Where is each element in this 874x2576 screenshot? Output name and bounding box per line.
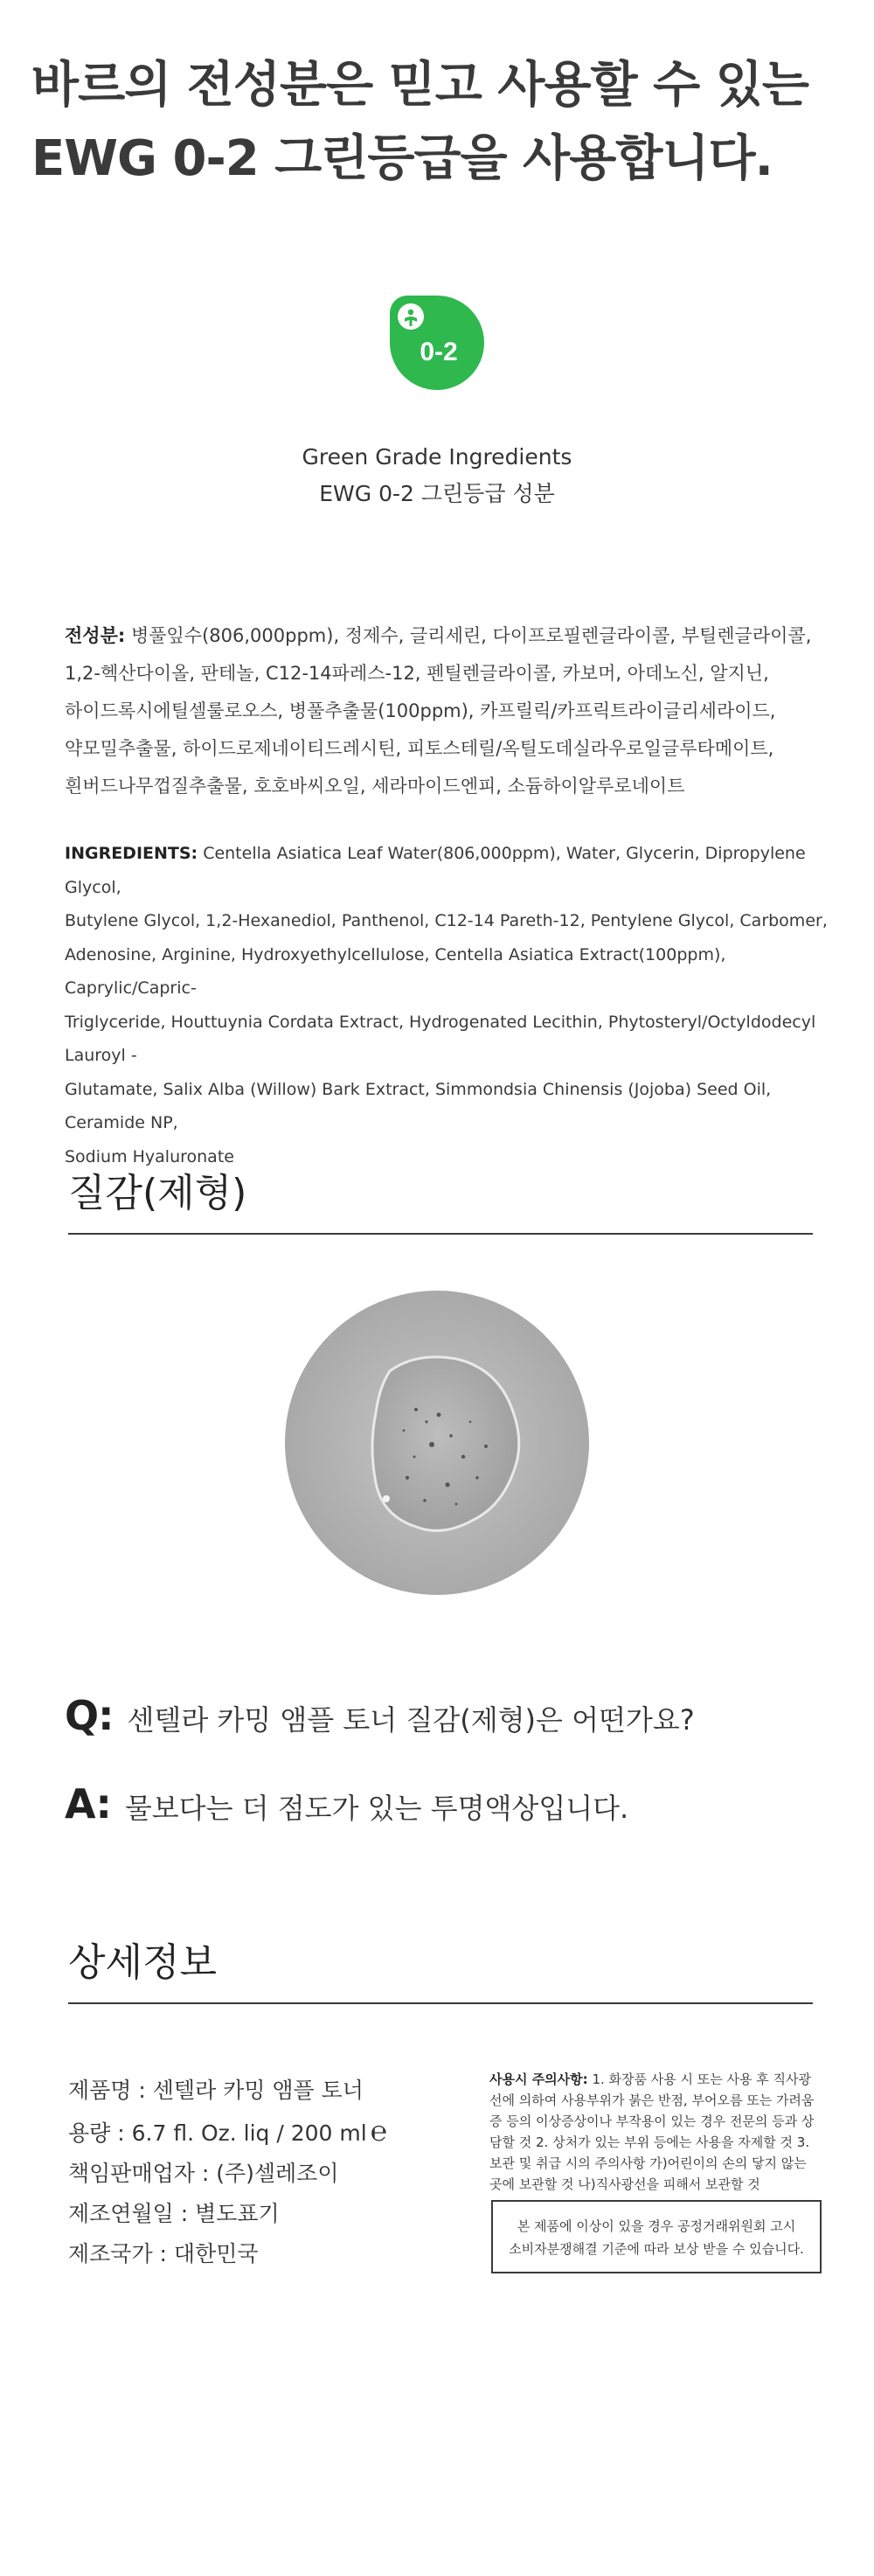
texture-question: [65, 1692, 695, 1739]
texture-sample-image: [285, 1291, 589, 1595]
compensation-notice-box: [491, 2200, 822, 2273]
question-text: 센텔라 카밍 앰플 토너 질감(제형)은 어떤가요?: [127, 1703, 695, 1737]
texture-answer: [65, 1780, 628, 1828]
details-section-divider: [68, 2002, 813, 2004]
badge-caption-ko: EWG 0-2 그린등급 성분: [319, 481, 555, 506]
ingredients-ko-line: 1,2-헥산다이올, 판테놀, C12-14파레스-12, 펜틸렌글라이콜, 카보머, 아데노신, 알지닌,: [65, 663, 769, 684]
ingredients-en-label: INGREDIENTS:: [65, 844, 198, 863]
estimated-sign-icon: ℮: [370, 2114, 387, 2148]
ingredients-en-line: Adenosine, Arginine, Hydroxyethylcellulose, Centella Asiatica Extract(100ppm), Caprylic/Capric-: [65, 944, 726, 998]
badge-caption-en: Green Grade Ingredients: [302, 444, 572, 470]
texture-section-divider: [68, 1233, 813, 1235]
detail-manufacture-date: 제조연월일 : 별도표기: [68, 2201, 280, 2226]
headline: [31, 49, 853, 196]
ingredients-ko: [65, 617, 834, 805]
ingredients-en-line: Sodium Hyaluronate: [65, 1146, 234, 1166]
answer-mark-label: A:: [65, 1780, 111, 1828]
texture-section-title: 질감(제형): [68, 1171, 247, 1215]
product-details-list: [68, 2071, 488, 2274]
ingredients-en-line: Glutamate, Salix Alba (Willow) Bark Extract, Simmondsia Chinensis (Jojoba) Seed Oil, Ceramide NP,: [65, 1079, 772, 1132]
caution-text: 1. 화장품 사용 시 또는 사용 후 직사광선에 의하여 사용부위가 붉은 반점, 부어오름 또는 가려움증 등의 이상증상이나 부작용이 있는 경우 전문의 등과 상담할 것 2. 상처가 있는 부위 등에는 사용을 자제할 것 3. 보관 및 취급 시의 주의사항 가)어린이의 손의 닿지 않는 곳에 보관할 것 나)직사광선을 피해서 보관할 것: [489, 2071, 815, 2192]
ingredients-ko-line: 약모밀추출물, 하이드로제네이티드레시틴, 피토스테릴/옥틸도데실라우로일글루타메이트,: [65, 738, 774, 759]
detail-product-name: 제품명 : 센텔라 카밍 앰플 토너: [68, 2078, 364, 2103]
ingredients-ko-label: 전성분:: [65, 625, 126, 646]
ingredients-ko-line: 하이드록시에틸셀룰로오스, 병풀추출물(100ppm), 카프릴릭/카프릭트라이글리세라이드,: [65, 700, 776, 721]
ingredients-en: [65, 837, 834, 1173]
ewg-leaf-icon: [398, 303, 424, 330]
caution-label: 사용시 주의사항:: [489, 2071, 588, 2087]
details-section-title: 상세정보: [68, 1940, 218, 1985]
ingredients-ko-line: 흰버드나무껍질추출물, 호호바씨오일, 세라마이드엔피, 소듐하이알루로네이트: [65, 776, 685, 797]
headline-line-2: EWG 0-2 그린등급을 사용합니다.: [31, 130, 773, 187]
detail-country: 제조국가 : 대한민국: [68, 2241, 259, 2266]
ingredients-en-line: Centella Asiatica Leaf Water(806,000ppm), Water, Glycerin, Dipropylene Glycol,: [65, 844, 806, 897]
question-mark-label: Q:: [65, 1692, 114, 1739]
usage-caution: [489, 2069, 823, 2195]
badge-grade-text: 0-2: [420, 338, 458, 366]
ewg-grade-badge: [388, 294, 486, 392]
ingredients-ko-line: 병풀잎수(806,000ppm), 정제수, 글리세린, 다이프로필렌글라이콜, 부틸렌글라이콜,: [130, 625, 812, 646]
notice-line-1: 본 제품에 이상이 있을 경우 공정거래위원회 고시: [517, 2218, 796, 2234]
answer-text: 물보다는 더 점도가 있는 투명액상입니다.: [124, 1792, 629, 1825]
ingredients-en-line: Butylene Glycol, 1,2-Hexanediol, Panthenol, C12-14 Pareth-12, Pentylene Glycol, Carbomer,: [65, 911, 828, 930]
notice-line-2: 소비자분쟁해결 기준에 따라 보상 받을 수 있습니다.: [509, 2241, 804, 2257]
detail-volume: 용량 : 6.7 fl. Oz. liq / 200 ml ℮: [68, 2114, 387, 2148]
detail-distributor: 책임판매업자 : (주)셀레조이: [68, 2161, 339, 2186]
ingredients-en-line: Triglyceride, Houttuynia Cordata Extract, Hydrogenated Lecithin, Phytosteryl/Octyldodecyl Lauroyl -: [65, 1012, 816, 1065]
headline-line-1: 바르의 전성분은 믿고 사용할 수 있는: [31, 57, 808, 114]
